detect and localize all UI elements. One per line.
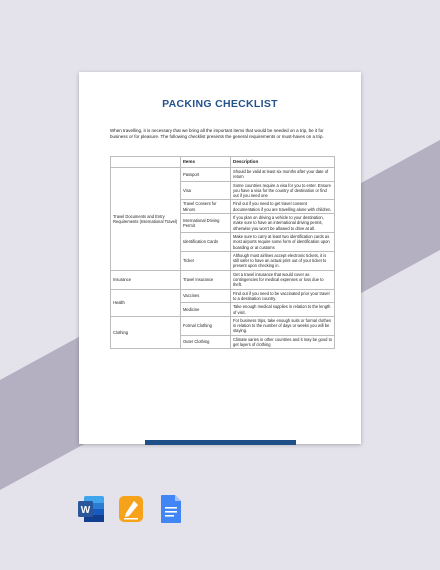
table-header-row <box>111 157 335 168</box>
description-cell: If you plan on driving a vehicle to your destination, make sure to have an international driving permit, otherwise you won’t be allowed to drive at all. <box>231 214 335 233</box>
description-cell: Climate varies in other countries and it may be good to get layers of clothing <box>231 335 335 349</box>
item-cell: International Driving Permit <box>181 214 231 233</box>
item-cell: Travel Consent for Minors <box>181 200 231 214</box>
checklist-table <box>110 156 335 349</box>
description-cell: For business trips, take enough suits or formal clothes in relation to the number of days or weeks you will be staying. <box>231 316 335 335</box>
item-cell: Travel Insurance <box>181 270 231 289</box>
word-icon[interactable] <box>76 493 106 525</box>
google-docs-icon[interactable] <box>156 493 186 525</box>
item-cell: Formal Clothing <box>181 316 231 335</box>
description-cell: Find out if you need to be vaccinated prior your travel to a destination country. <box>231 289 335 303</box>
table-row <box>111 289 335 303</box>
app-icons-row <box>76 493 186 525</box>
document-title: PACKING CHECKLIST <box>162 98 278 110</box>
header-items: Items <box>181 157 231 168</box>
table-row <box>111 168 335 182</box>
header-description: Description <box>231 157 335 168</box>
item-cell: Medicine <box>181 303 231 317</box>
description-cell: Find out if you need to get travel consent documentation if you are travelling alone with children. <box>231 200 335 214</box>
category-cell: Travel Documents and Entry Requirements (International Travel) <box>111 168 181 271</box>
document-page <box>79 72 361 444</box>
intro-paragraph: When travelling, it is necessary that we bring all the important items that would be needed on a trip, be it for business or for pleasure. The following checklist presents the general requirements or must-haves on a trip. <box>110 128 324 140</box>
category-cell: Insurance <box>111 270 181 289</box>
description-cell: Get a travel insurance that would cover as contingencies for medical expenses or loss due to theft. <box>231 270 335 289</box>
word-icon-letter: W <box>80 505 91 516</box>
item-cell: Visa <box>181 181 231 200</box>
table-row <box>111 270 335 289</box>
item-cell: Vaccines <box>181 289 231 303</box>
header-category <box>111 157 181 168</box>
document-footer-bar <box>145 440 296 445</box>
item-cell: Ticket <box>181 251 231 270</box>
item-cell: Outer Clothing <box>181 335 231 349</box>
description-cell: Should be valid at least six months after your date of return <box>231 168 335 182</box>
pages-icon[interactable] <box>116 493 146 525</box>
category-cell: Clothing <box>111 316 181 348</box>
item-cell: Identification Cards <box>181 232 231 251</box>
description-cell: Make sure to carry at least two identification cards as most airports require some form of identification upon boarding or at customs <box>231 232 335 251</box>
item-cell: Passport <box>181 168 231 182</box>
table-row <box>111 316 335 335</box>
description-cell: Although most airlines accept electronic tickets, it is still safer to have an actual print out of your ticket to present upon checking in. <box>231 251 335 270</box>
category-cell: Health <box>111 289 181 316</box>
description-cell: Take enough medical supplies in relation to the length of visit. <box>231 303 335 317</box>
description-cell: Some countries require a visa for you to enter. Ensure you have a visa for the country of destination or find out if you need one <box>231 181 335 200</box>
